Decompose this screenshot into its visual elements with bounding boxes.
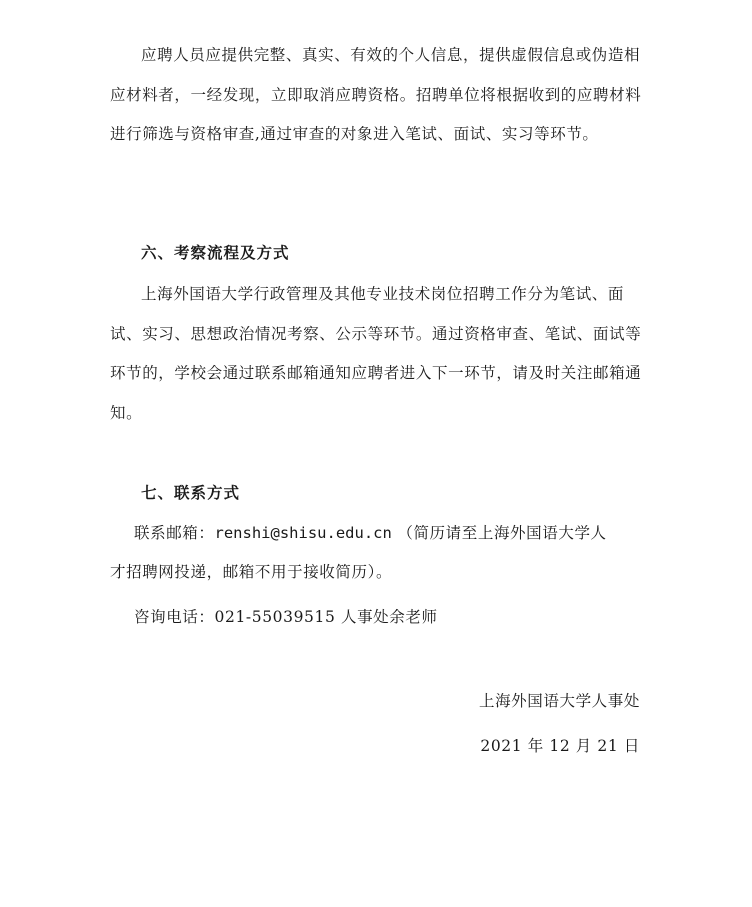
intro-paragraph: 应聘人员应提供完整、真实、有效的个人信息，提供虚假信息或伪造相应材料者，一经发现，立即取消应聘资格。招聘单位将根据收到的应聘材料进行筛选与资格审查,通过审查的对象进入笔试、面试、实习等环节。 (110, 46, 642, 143)
signature-date: 2021 年 12 月 21 日 (480, 737, 640, 755)
section-6-paragraph: 上海外国语大学行政管理及其他专业技术岗位招聘工作分为笔试、面试、实习、思想政治情况考察、公示等环节。通过资格审查、笔试、面试等环节的，学校会通过联系邮箱通知应聘者进入下一环节，请及时关注邮箱通知。 (110, 285, 642, 422)
signature-org: 上海外国语大学人事处 (478, 692, 640, 710)
phone-number: 021-55039515 (214, 608, 336, 626)
section-7-heading: 七、联系方式 (141, 484, 241, 502)
email-note-line2: 才招聘网投递，邮箱不用于接收简历）。 (110, 563, 393, 581)
email-note-line1: （简历请至上海外国语大学人 (397, 524, 607, 542)
email-address: renshi@shisu.edu.cn (214, 524, 392, 542)
contact-phone-line (134, 598, 438, 638)
section-6-heading: 六、考察流程及方式 (141, 244, 290, 262)
phone-contact: 人事处余老师 (340, 608, 438, 626)
phone-label: 咨询电话： (134, 608, 215, 626)
email-label: 联系邮箱： (134, 524, 215, 542)
contact-email-line (134, 514, 607, 554)
